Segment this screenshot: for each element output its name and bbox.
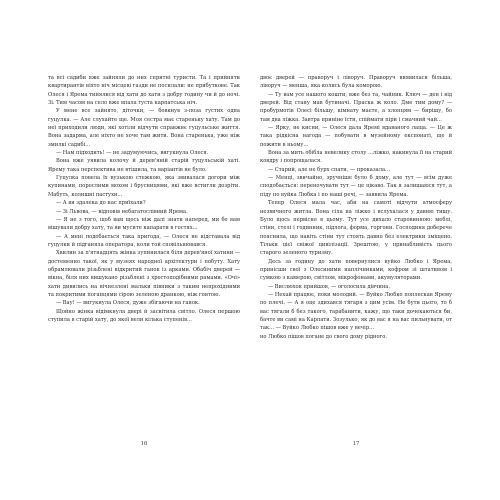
paragraph: Вона вже уявила колочу й дерев'яній старій гуцульській хаті. Ярему така перспектива не втішила, та варіантів не було. [48, 158, 240, 173]
paragraph: Тепер Олеся мала час, аби на самоті відчути атмосферу незвичного житла. Вона сіла на ліжко і вслухалася у давню тишу. Було щось первісне в цьому. Тут усе дихало старовинною: меблі, стіни, стелі і годинник, підлога, форма, горгони. Господиня доберече пояснила, що навіть стіни тут стоять давно без електрики зміщено. Тільки цієї свіжої цивілізації. Зрештою, у принабливість цього старого зеленого туризму. [260, 200, 452, 257]
paragraph: Гуцулка повела їх вузькою стежкою, яка звивалася догори між купинами, порослими мохом і брусницями, які вже встигли дозріти. Мабуть, колишні пастухи... [48, 175, 240, 198]
paragraph: — Вау! — вигукнула Олеся, дуже збігаючи на ганок. [56, 300, 200, 307]
page-number-right: 17 [352, 441, 360, 447]
paragraph: — Нехай працює, поки молодий. — Вуйко Любко поплескав Ярему по плечі. — А я оце здихався тягаря з цим усім. Не бути цього, то б вас тягали б без такого, тарабанити, кажу, що таки дочекаються би, бачте ви самі на Карпати. Зозулько, як до вас я на вас пильнувати, от так... — Вуйко Любко пішов вже у вечір... [260, 291, 452, 332]
paragraph: двоє дверей — праворуч і ліворуч. Праворуч виявилася більша, ліворуч — менша, яка колись була коморою. [260, 75, 452, 90]
paragraph: — Нам підходить! — не задумуючись, вигукнула Олеся. [56, 150, 209, 157]
paragraph: У мене все зайнято, діточки, — бовкнув з-поза густих одна гуцулка. — Але слухайте ще. Моя сестра має стареньку хату. Там до неї приходили люди, які хотіли відчути справжнє гуцульське життя. Вона задарма, але ніхто не хоче там жити. Вона старенька, уже ніж змилкі садибі... [48, 108, 240, 148]
page-number-left: 16 [140, 441, 148, 447]
paragraph: та всі садиби вже зайняли до них спритні туристи. Та і прийняти квартирантів ніхто ніч місцеві газди не посилали: не прибуткове. Так Олеся і Ярема тинялися від хати до хати з добру годину чи й до ночі. Зі. Тим часом на село вже впала густа карпатська ніч. [48, 75, 240, 107]
paragraph: но Любко пішов погане до свого дому рідного. [260, 333, 387, 340]
paragraph: Вона за мить обібла невелику столу ...ліжко, накинула її на старий ковдру і попрощалася. [260, 150, 452, 165]
paragraph: — Ту вам усе нашого кошти, вже без та, чайник. Ключ — ден і від дверей. Від стану мав бутиначі. Праска ж коло. Дме тим дому? — пробурмотів Олесі більшу, кімнату маєте, а хлопцям — бирішу, бо там два ліжка. Завтра приніне їсти, спіймати піри і смачний чай... [260, 91, 452, 123]
paragraph: — А ви здалека до нас приїхали? [56, 200, 146, 207]
paragraph: — Зі Львова, — відповів небагатослівний Ярема. [56, 208, 188, 215]
paragraph: Щойно жінка відімкнула двері й засвітила світло. Олеся першою ступила в старій хату, до якої вели кілька ступенів... [48, 308, 240, 323]
paragraph: — Старий, але не бурх спати, — проказала... [268, 166, 390, 173]
paragraph: — Вислюхок прийшов, — оголосила дівчина. [268, 283, 390, 290]
paragraph: — Ярку, не кисни, — Олеся дала Яремі вдаваного лаща. — Це ж така рідкісна нагода — побувати в музейному експонаті, ще й пожити в ньому... [260, 125, 452, 148]
paragraph: Десь за годину до хати повернулися вуйко Любко і Ярема, принісши свої з Олесиними наплічниками, кофром зі штативом і сумкою з камерою, світлом, мікрофонами, акумуляторами. [260, 258, 452, 282]
left-page [48, 74, 240, 324]
paragraph: — Я не з того, щоб вам щось ніж далі знати наперед, ми бо вам вішували добру хату, та ви мусите капарати в гостях... [48, 216, 240, 232]
right-page [260, 74, 452, 341]
paragraph: — Менці, звичайно, зручніше було б дому, але тут — всім дуже сподобається: переночувати тут — це цікаво. Так я залишаюся тут, а піду по вуйка Любка і по наші речі, — заявила Ярема. [260, 175, 452, 198]
paragraph: — А мені подобається така пригода, — Олеся не відставала від гуцулки й підганяла оператора, коли той сповільнювався. [48, 233, 240, 248]
paragraph: Хвилин за п'ятнадцять жінка зупинилася біля дерев'яної хатини — достеменно такої, як у музеях народної архітектури і побуту. Хату обрамлювали різьблені відкритий ганок із арками. Обабіч дверей — вікна, біля них вишукано різьблені з хрестоподібними рамами. «Очі» хати дивились на вічнезлені мальки півники з таким непрохідними та покритими поганцями сірою зеленою дранкою, ніж гонтою. [48, 250, 240, 298]
